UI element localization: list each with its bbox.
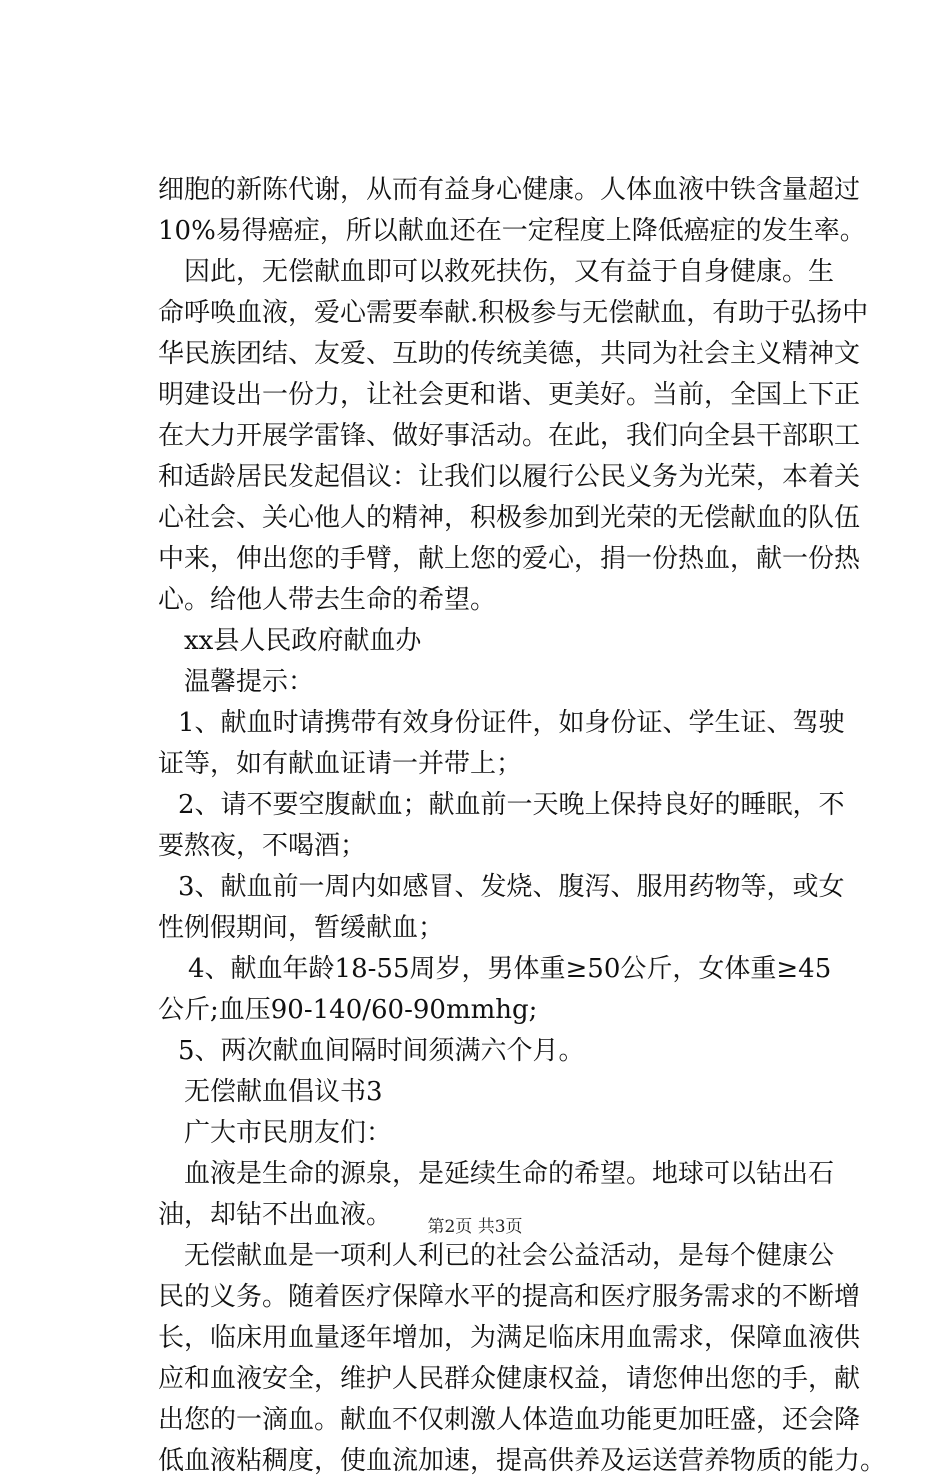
text-line: 长，临床用血量逐年增加，为满足临床用血需求，保障血液供 — [158, 1323, 861, 1353]
text-line: 心。给他人带去生命的希望。 — [158, 585, 497, 615]
signature-line: xx县人民政府献血办 — [184, 626, 422, 656]
text-line: 10%易得癌症，所以献血还在一定程度上降低癌症的发生率。 — [158, 216, 866, 246]
text-line: 应和血液安全，维护人民群众健康权益，请您伸出您的手，献 — [158, 1364, 861, 1394]
tip-item: 3、献血前一周内如感冒、发烧、腹泻、服用药物等，或女 — [178, 872, 845, 902]
text-line: 和适龄居民发起倡议：让我们以履行公民义务为光荣，本着关 — [158, 462, 861, 492]
text-line: 因此，无偿献血即可以救死扶伤，又有益于自身健康。生 — [184, 257, 835, 287]
tip-item: 5、两次献血间隔时间须满六个月。 — [178, 1036, 585, 1066]
page-number-footer: 第2页 共3页 — [427, 1217, 523, 1237]
document-body — [158, 170, 887, 1482]
text-line: 明建设出一份力，让社会更和谐、更美好。当前，全国上下正 — [158, 380, 861, 410]
tip-item: 1、献血时请携带有效身份证件，如身份证、学生证、驾驶 — [178, 708, 845, 738]
text-line: 油，却钻不出血液。 — [158, 1200, 393, 1230]
text-line: 心社会、关心他人的精神，积极参加到光荣的无偿献血的队伍 — [158, 503, 861, 533]
text-line: 民的义务。随着医疗保障水平的提高和医疗服务需求的不断增 — [158, 1282, 861, 1312]
salutation: 广大市民朋友们： — [184, 1118, 393, 1148]
text-line: 华民族团结、友爱、互助的传统美德，共同为社会主义精神文 — [158, 339, 861, 369]
text-line: 出您的一滴血。献血不仅刺激人体造血功能更加旺盛，还会降 — [158, 1405, 861, 1435]
text-line: 低血液粘稠度，使血流加速，提高供养及运送营养物质的能力。 — [158, 1446, 887, 1476]
text-line: 细胞的新陈代谢，从而有益身心健康。人体血液中铁含量超过 — [158, 175, 861, 205]
text-line: 证等，如有献血证请一并带上； — [158, 749, 523, 779]
text-line: 中来，伸出您的手臂，献上您的爱心，捐一份热血，献一份热 — [158, 544, 861, 574]
text-line: 性例假期间，暂缓献血； — [158, 913, 445, 943]
text-line: 要熬夜，不喝酒； — [158, 831, 367, 861]
text-line: 无偿献血是一项利人利已的社会公益活动，是每个健康公 — [184, 1241, 835, 1271]
tip-item: 4、献血年龄18-55周岁，男体重≥50公斤，女体重≥45 — [188, 954, 832, 984]
text-line: 在大力开展学雷锋、做好事活动。在此，我们向全县干部职工 — [158, 421, 861, 451]
tip-item: 2、请不要空腹献血；献血前一天晚上保持良好的睡眠，不 — [178, 790, 845, 820]
tips-heading: 温馨提示： — [184, 667, 315, 697]
text-line: 公斤;血压90-140/60-90mmhg; — [158, 995, 538, 1025]
text-line: 血液是生命的源泉，是延续生命的希望。地球可以钻出石 — [184, 1159, 835, 1189]
section-title: 无偿献血倡议书3 — [184, 1077, 383, 1107]
text-line: 命呼唤血液，爱心需要奉献.积极参与无偿献血，有助于弘扬中 — [158, 298, 869, 328]
